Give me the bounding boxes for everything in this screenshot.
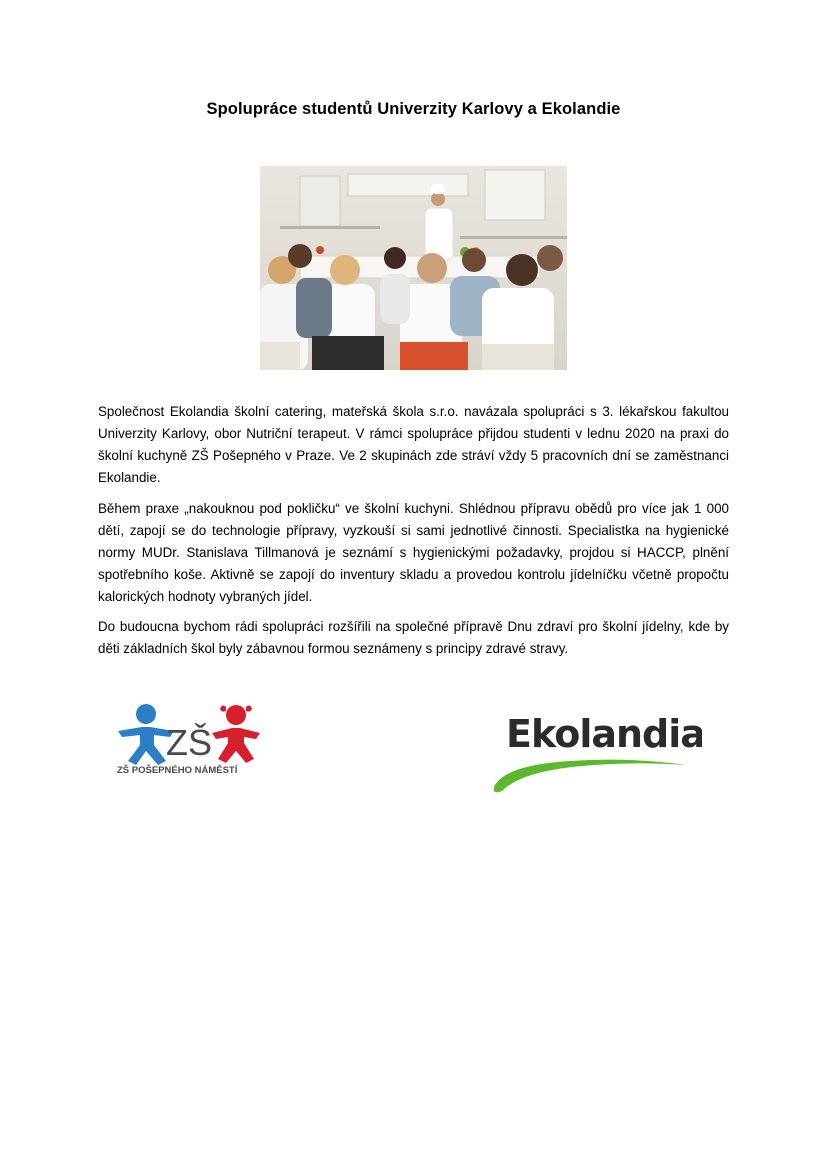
ekolandia-wordmark: Ekolandia (506, 712, 702, 756)
ekolandia-logo (490, 705, 702, 795)
classroom-kitchen-photo (260, 166, 567, 370)
paragraph-3: Do budoucna bychom rádi spolupráci rozšířili na společné přípravě Dnu zdraví pro školní jídelny, kde by děti základních škol byly zábavnou formou seznámeny s principy zdravé stravy. (98, 619, 729, 656)
zs-subtitle: ZŠ POŠEPNÉHO NÁMĚSTÍ (117, 765, 238, 776)
green-swoosh-icon (494, 760, 686, 793)
zs-posepneho-logo (114, 703, 262, 778)
red-child-icon (212, 705, 260, 763)
paragraph-2: Během praxe „nakouknou pod pokličku“ ve školní kuchyni. Shlédnou přípravu obědů pro více jak 1 000 dětí, zapojí se do technologie přípravy, vyzkouší si sami jednotlivé činnosti. Specialistka na hygienické normy MUDr. Stanislava Tillmanová je seznámí s hygienickými požadavky, projdou si HACCP, plnění spotřebního koše. Aktivně se zapojí do inventury skladu a provedou kontrolu jídelníčku včetně propočtu kalorických hodnoty vybraných jídel. (98, 500, 729, 604)
document-title: Spolupráce studentů Univerzity Karlovy a Ekolandie (206, 100, 621, 118)
zs-mark: ZŠ (166, 722, 213, 763)
paragraph-1: Společnost Ekolandia školní catering, mateřská škola s.r.o. navázala spolupráci s 3. lékařskou fakultou Univerzity Karlovy, obor Nutriční terapeut. V rámci spolupráce přijdou studenti v lednu 2020 na praxi do školní kuchyně ZŠ Pošepného v Praze. Ve 2 skupinách zde stráví vždy 5 pracovních dní se zaměstnanci Ekolandie. (98, 404, 729, 485)
article-body (98, 401, 729, 669)
